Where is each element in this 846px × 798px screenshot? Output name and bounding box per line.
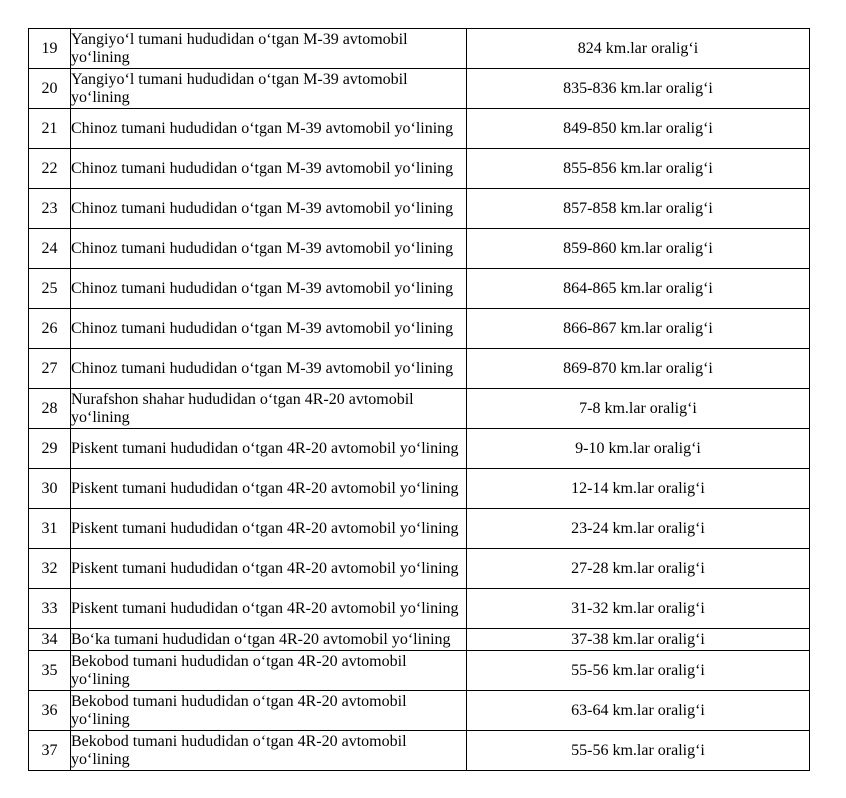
road-description: Piskent tumani hududidan o‘tgan 4R-20 avtomobil yo‘lining [71,429,467,469]
km-range: 869-870 km.lar oralig‘i [467,349,810,389]
km-range: 31-32 km.lar oralig‘i [467,589,810,629]
table-row [29,469,810,509]
row-number: 32 [29,549,71,589]
km-range: 835-836 km.lar oralig‘i [467,69,810,109]
row-number: 31 [29,509,71,549]
road-description: Yangiyo‘l tumani hududidan o‘tgan M-39 avtomobil yo‘lining [71,29,467,69]
row-number: 19 [29,29,71,69]
road-description: Bekobod tumani hududidan o‘tgan 4R-20 avtomobil yo‘lining [71,731,467,771]
road-description: Piskent tumani hududidan o‘tgan 4R-20 avtomobil yo‘lining [71,589,467,629]
row-number: 25 [29,269,71,309]
table-row [29,429,810,469]
table-row [29,589,810,629]
row-number: 37 [29,731,71,771]
km-range: 27-28 km.lar oralig‘i [467,549,810,589]
road-description: Chinoz tumani hududidan o‘tgan M-39 avtomobil yo‘lining [71,109,467,149]
km-range: 849-850 km.lar oralig‘i [467,109,810,149]
km-range: 55-56 km.lar oralig‘i [467,651,810,691]
km-range: 23-24 km.lar oralig‘i [467,509,810,549]
road-description: Yangiyo‘l tumani hududidan o‘tgan M-39 avtomobil yo‘lining [71,69,467,109]
row-number: 20 [29,69,71,109]
km-range: 7-8 km.lar oralig‘i [467,389,810,429]
road-description: Piskent tumani hududidan o‘tgan 4R-20 avtomobil yo‘lining [71,509,467,549]
km-range: 55-56 km.lar oralig‘i [467,731,810,771]
road-description: Chinoz tumani hududidan o‘tgan M-39 avtomobil yo‘lining [71,229,467,269]
table-row [29,149,810,189]
km-range: 864-865 km.lar oralig‘i [467,269,810,309]
km-range: 855-856 km.lar oralig‘i [467,149,810,189]
table-row [29,229,810,269]
row-number: 22 [29,149,71,189]
km-range: 824 km.lar oralig‘i [467,29,810,69]
road-description: Bekobod tumani hududidan o‘tgan 4R-20 avtomobil yo‘lining [71,691,467,731]
table-row [29,509,810,549]
row-number: 34 [29,629,71,651]
road-description: Piskent tumani hududidan o‘tgan 4R-20 avtomobil yo‘lining [71,469,467,509]
row-number: 23 [29,189,71,229]
road-description: Bekobod tumani hududidan o‘tgan 4R-20 avtomobil yo‘lining [71,651,467,691]
km-range: 857-858 km.lar oralig‘i [467,189,810,229]
table-row [29,189,810,229]
road-description: Bo‘ka tumani hududidan o‘tgan 4R-20 avtomobil yo‘lining [71,629,467,651]
road-description: Chinoz tumani hududidan o‘tgan M-39 avtomobil yo‘lining [71,349,467,389]
row-number: 26 [29,309,71,349]
road-description: Nurafshon shahar hududidan o‘tgan 4R-20 avtomobil yo‘lining [71,389,467,429]
road-description: Chinoz tumani hududidan o‘tgan M-39 avtomobil yo‘lining [71,149,467,189]
road-description: Chinoz tumani hududidan o‘tgan M-39 avtomobil yo‘lining [71,189,467,229]
row-number: 28 [29,389,71,429]
road-description: Chinoz tumani hududidan o‘tgan M-39 avtomobil yo‘lining [71,309,467,349]
row-number: 21 [29,109,71,149]
km-range: 63-64 km.lar oralig‘i [467,691,810,731]
table-row [29,629,810,651]
table-row [29,389,810,429]
km-range: 9-10 km.lar oralig‘i [467,429,810,469]
table-row [29,349,810,389]
row-number: 29 [29,429,71,469]
table-row [29,549,810,589]
table-row [29,309,810,349]
table-body [29,29,810,771]
row-number: 36 [29,691,71,731]
table-row [29,731,810,771]
km-range: 859-860 km.lar oralig‘i [467,229,810,269]
table-row [29,69,810,109]
row-number: 33 [29,589,71,629]
km-range: 37-38 km.lar oralig‘i [467,629,810,651]
table-row [29,109,810,149]
row-number: 35 [29,651,71,691]
road-sections-table [28,28,810,771]
road-description: Piskent tumani hududidan o‘tgan 4R-20 avtomobil yo‘lining [71,549,467,589]
table-row [29,651,810,691]
table-row [29,691,810,731]
table-row [29,269,810,309]
row-number: 30 [29,469,71,509]
road-description: Chinoz tumani hududidan o‘tgan M-39 avtomobil yo‘lining [71,269,467,309]
row-number: 27 [29,349,71,389]
km-range: 866-867 km.lar oralig‘i [467,309,810,349]
table-row [29,29,810,69]
row-number: 24 [29,229,71,269]
km-range: 12-14 km.lar oralig‘i [467,469,810,509]
